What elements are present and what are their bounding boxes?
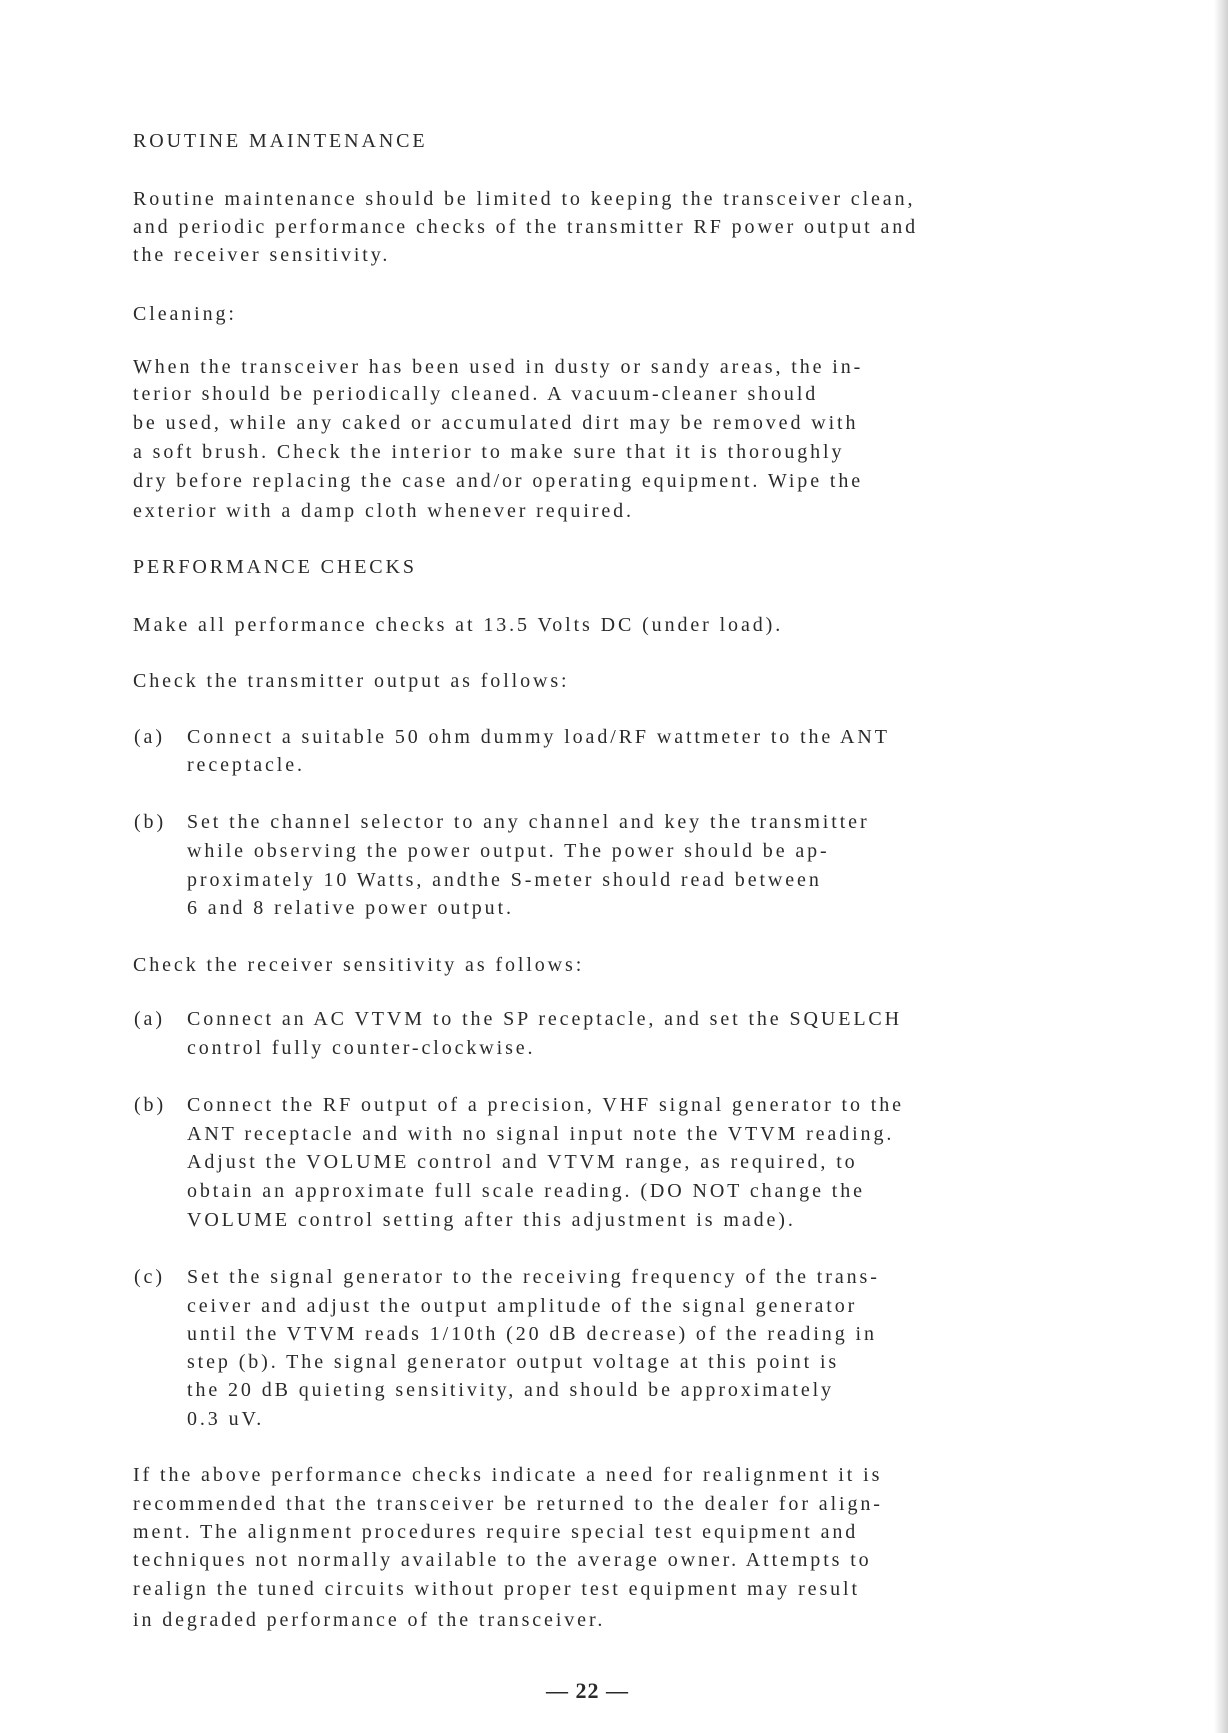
paragraph-line: When the transceiver has been used in dusty or sandy areas, the in- [133,355,864,378]
paragraph-line: terior should be periodically cleaned. A vacuum-cleaner should [133,383,819,406]
list-item-line: the 20 dB quieting sensitivity, and should be approximately [187,1379,834,1402]
list-item-line: Connect an AC VTVM to the SP receptacle, and set the SQUELCH [187,1007,903,1030]
paragraph-line: ment. The alignment procedures require special test equipment and [133,1520,859,1543]
paragraph-line: If the above performance checks indicate a need for realignment it is [133,1464,883,1487]
list-item-label: (b) [134,811,167,834]
list-item-label: (a) [134,726,165,749]
list-item-line: ceiver and adjust the output amplitude of the signal generator [187,1295,858,1318]
list-item-line: Connect the RF output of a precision, VHF signal generator to the [187,1094,904,1116]
list-item-line: 6 and 8 relative power output. [187,897,514,920]
list-item-line: ANT receptacle and with no signal input note the VTVM reading. [187,1122,895,1145]
paragraph-line: dry before replacing the case and/or operating equipment. Wipe the [133,469,864,492]
list-item-label: (c) [134,1266,165,1289]
list-item-line: until the VTVM reads 1/10th (20 dB decrease) of the reading in [187,1322,877,1345]
list-item-line: obtain an approximate full scale reading. (DO NOT change the [187,1180,865,1203]
list-item-line: 0.3 uV. [187,1407,265,1430]
paragraph-line: realign the tuned circuits without proper test equipment may result [133,1577,860,1600]
list-item-line: Adjust the VOLUME control and VTVM range, as required, to [187,1151,858,1174]
paragraph-line: Check the transmitter output as follows: [133,669,570,692]
paragraph-line: Make all performance checks at 13.5 Volts DC (under load). [133,614,784,637]
list-item-line: Connect a suitable 50 ohm dummy load/RF wattmeter to the ANT [187,726,890,749]
paragraph-line: Routine maintenance should be limited to keeping the transceiver clean, [133,187,916,210]
list-item-line: Set the channel selector to any channel and key the transmitter [187,811,870,834]
list-item-label: (a) [134,1007,165,1030]
paragraph-line: Check the receiver sensitivity as follows: [133,953,585,976]
list-item-line: VOLUME control setting after this adjustment is made). [187,1208,796,1231]
list-item-line: while observing the power output. The power should be ap- [187,839,830,862]
list-item-line: step (b). The signal generator output voltage at this point is [187,1351,840,1374]
list-item-line: receptacle. [187,753,305,776]
section-heading: Cleaning: [133,302,237,325]
list-item-line: proximately 10 Watts, andthe S-meter should read between [187,868,822,891]
section-heading: PERFORMANCE CHECKS [133,555,417,578]
paragraph-line: be used, while any caked or accumulated dirt may be removed with [133,412,859,435]
paragraph-line: in degraded performance of the transceiver. [133,1608,606,1631]
paragraph-line: and periodic performance checks of the transmitter RF power output and [133,215,919,238]
list-item-label: (b) [134,1094,167,1116]
list-item-line: control fully counter-clockwise. [187,1036,536,1059]
page-number: — 22 — [546,1678,629,1703]
scan-page-edge [1214,0,1228,1733]
paragraph-line: a soft brush. Check the interior to make sure that it is thoroughly [133,440,845,463]
paragraph-line: recommended that the transceiver be returned to the dealer for align- [133,1492,883,1515]
paragraph-line: techniques not normally available to the average owner. Attempts to [133,1549,872,1572]
section-heading: ROUTINE MAINTENANCE [133,130,428,153]
paragraph-line: exterior with a damp cloth whenever required. [133,499,634,522]
paragraph-line: the receiver sensitivity. [133,244,391,267]
list-item-line: Set the signal generator to the receiving frequency of the trans- [187,1266,880,1289]
